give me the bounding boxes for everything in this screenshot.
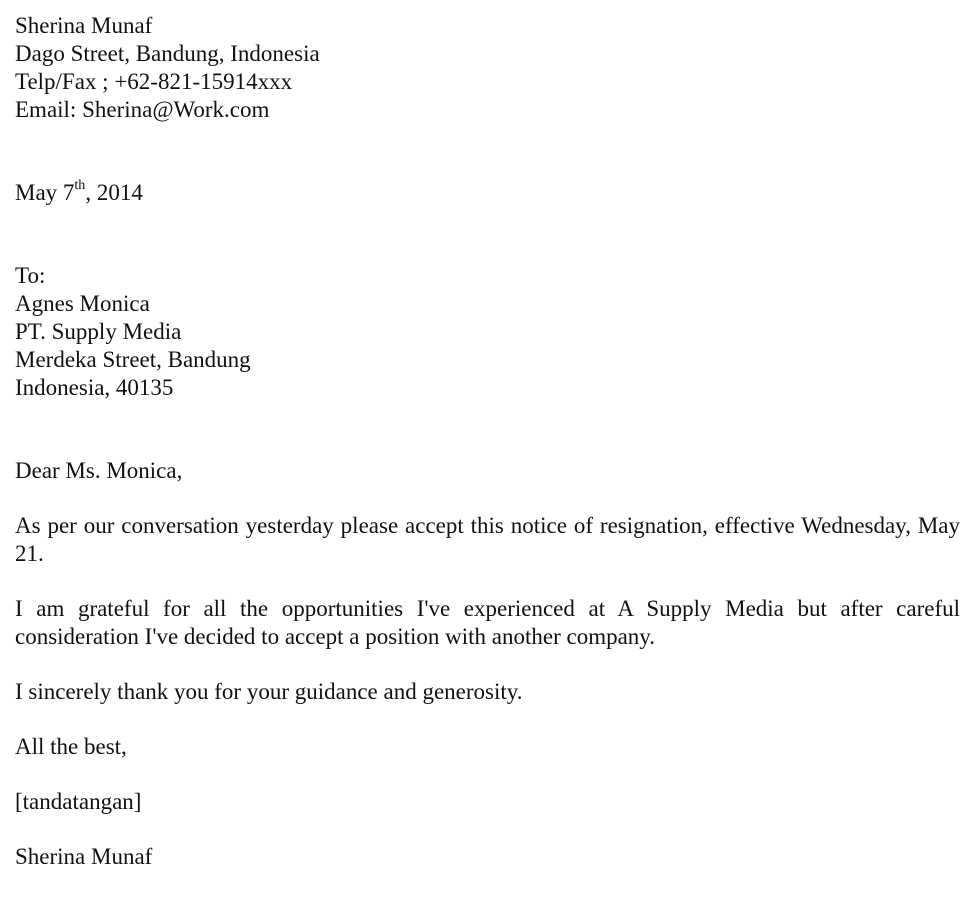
recipient-company: PT. Supply Media bbox=[15, 319, 182, 344]
body-paragraph-3: I sincerely thank you for your guidance and generosity. bbox=[15, 679, 523, 704]
closing: All the best, bbox=[15, 734, 127, 759]
sender-name: Sherina Munaf bbox=[15, 13, 153, 38]
date-year: , 2014 bbox=[85, 180, 143, 205]
sender-phone: Telp/Fax ; +62-821-15914xxx bbox=[15, 69, 293, 94]
sender-block bbox=[15, 12, 960, 124]
date-month: May 7 bbox=[15, 180, 75, 205]
recipient-to-label: To: bbox=[15, 263, 46, 288]
sender-email: Email: Sherina@Work.com bbox=[15, 97, 270, 122]
date-suffix: th bbox=[74, 178, 86, 194]
signature-placeholder: [tandatangan] bbox=[15, 789, 142, 814]
resignation-letter bbox=[15, 12, 960, 871]
body-paragraph-1: As per our conversation yesterday please accept this notice of resignation, effective Wednesday, May 21. bbox=[15, 513, 960, 566]
signer-name: Sherina Munaf bbox=[15, 844, 153, 869]
recipient-name: Agnes Monica bbox=[15, 291, 150, 316]
letter-date bbox=[15, 179, 960, 207]
sender-address: Dago Street, Bandung, Indonesia bbox=[15, 41, 320, 66]
body-paragraph-2: I am grateful for all the opportunities I've experienced at A Supply Media but after careful consideration I've decided to accept a position with another company. bbox=[15, 596, 960, 649]
salutation: Dear Ms. Monica, bbox=[15, 458, 183, 483]
recipient-street: Merdeka Street, Bandung bbox=[15, 347, 251, 372]
recipient-block bbox=[15, 262, 960, 402]
recipient-country-zip: Indonesia, 40135 bbox=[15, 375, 174, 400]
